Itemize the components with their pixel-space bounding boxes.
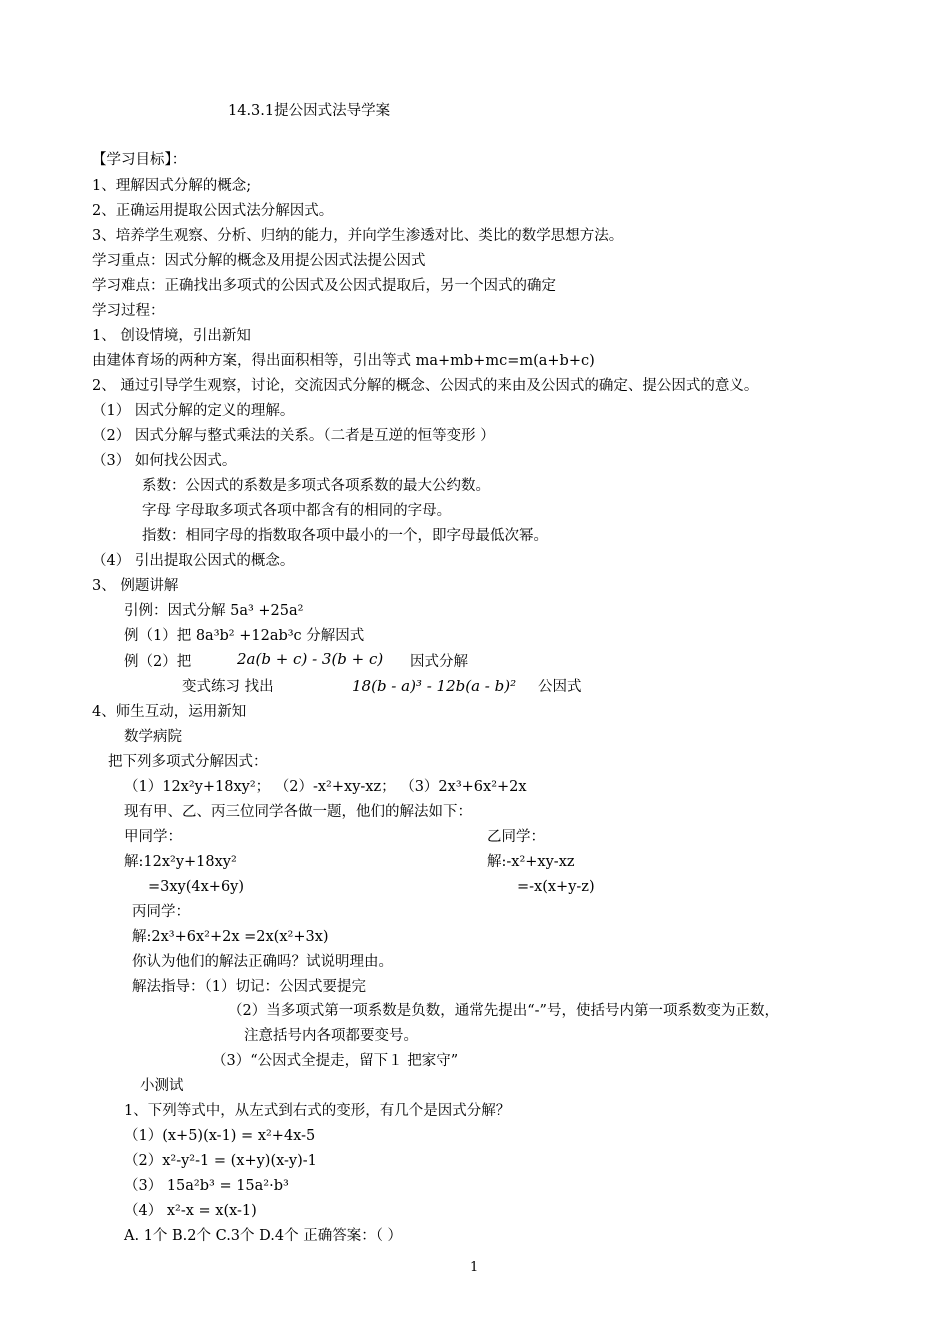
guidance-1: 解法指导：（1）切记：公因式要提完 (132, 979, 366, 995)
student-b-label: 乙同学： (487, 829, 545, 845)
example-2-formula: 2a(b + c) - 3(b + c) (237, 650, 384, 668)
objective-2: 2、正确运用提取公因式法分解因式。 (92, 203, 334, 219)
guidance-2: （2）当多项式第一项系数是负数，通常先提出“-”号，使括号内第一项系数变为正数， (228, 1003, 779, 1019)
objective-1: 1、理解因式分解的概念; (92, 178, 252, 194)
step-2-item-1: （1） 因式分解的定义的理解。 (92, 403, 295, 419)
student-a-solution-1: 解:12x²y+18xy² (124, 854, 237, 870)
step-1-heading: 1、 创设情境，引出新知 (92, 328, 251, 344)
variant-exercise-formula: 18(b - a)³ - 12b(a - b)² (352, 677, 517, 695)
coefficient-rule: 系数：公因式的系数是多项式各项系数的最大公约数。 (142, 478, 490, 494)
section-heading-objectives: 【学习目标】： (92, 152, 187, 168)
quiz-choices: A. 1个 B.2个 C.3个 D.4个 正确答案：（ ） (124, 1228, 403, 1244)
quiz-option-1: （1）(x+5)(x-1) = x²+4x-5 (124, 1128, 316, 1144)
step-2-heading: 2、 通过引导学生观察，讨论，交流因式分解的概念、公因式的来由及公因式的确定、提公因式的意义。 (92, 378, 759, 394)
step-2-item-3: （3） 如何找公因式。 (92, 453, 237, 469)
step-1-text: 由建体育场的两种方案，得出面积相等，引出等式 ma+mb+mc=m(a+b+c) (92, 353, 595, 369)
guidance-2-cont: 注意括号内各项都要变号。 (244, 1028, 418, 1044)
document-title: 14.3.1提公因式法导学案 (228, 103, 391, 119)
difficult-point: 学习难点：正确找出多项式的公因式及公因式提取后，另一个因式的确定 (92, 278, 556, 294)
section-heading-process: 学习过程： (92, 303, 165, 319)
quiz-option-3: （3） 15a²b³ = 15a²·b³ (124, 1178, 289, 1194)
student-b-solution-1: 解:-x²+xy-xz (487, 854, 575, 870)
step-2-item-2: （2） 因式分解与整式乘法的关系。（二者是互逆的恒等变形 ） (92, 428, 495, 444)
quiz-option-2: （2）x²-y²-1 = (x+y)(x-y)-1 (124, 1153, 317, 1169)
step-2-item-4: （4） 引出提取公因式的概念。 (92, 553, 295, 569)
step-3-heading: 3、 例题讲解 (92, 578, 179, 594)
student-c-label: 丙同学： (132, 904, 190, 920)
student-a-solution-2: =3xy(4x+6y) (148, 879, 245, 895)
math-clinic-title: 数学病院 (124, 729, 182, 745)
factor-instruction: 把下列多项式分解因式： (108, 754, 268, 770)
variant-exercise-suffix: 公因式 (538, 679, 582, 695)
page-number: 1 (470, 1260, 479, 1275)
question-correctness: 你认为他们的解法正确吗？试说明理由。 (132, 954, 393, 970)
quiz-option-4: （4） x²-x = x(x-1) (124, 1203, 257, 1219)
student-b-solution-2: =-x(x+y-z) (517, 879, 595, 895)
step-4-heading: 4、师生互动，运用新知 (92, 704, 247, 720)
quiz-question-1: 1、下列等式中，从左式到右式的变形，有几个是因式分解？ (124, 1103, 511, 1119)
guidance-3: （3）“公因式全提走，留下１ 把家守” (212, 1053, 459, 1069)
example-1: 例（1）把 8a³b² +12ab³c 分解因式 (124, 628, 365, 644)
letter-rule: 字母 字母取多项式各项中都含有的相同的字母。 (142, 503, 452, 519)
example-2-suffix: 因式分解 (410, 654, 468, 670)
quiz-heading: 小测试 (140, 1078, 184, 1094)
student-a-label: 甲同学： (124, 829, 182, 845)
variant-exercise-prefix: 变式练习 找出 (182, 679, 274, 695)
exponent-rule: 指数：相同字母的指数取各项中最小的一个，即字母最低次幂。 (142, 528, 548, 544)
factor-problems: （1）12x²y+18xy²； （2）-x²+xy-xz； （3）2x³+6x²+2x (124, 779, 527, 795)
key-point: 学习重点：因式分解的概念及用提公因式法提公因式 (92, 253, 426, 269)
intro-example: 引例：因式分解 5a³ +25a² (124, 603, 304, 619)
example-2-prefix: 例（2）把 (124, 654, 192, 670)
students-intro: 现有甲、乙、丙三位同学各做一题，他们的解法如下： (124, 804, 472, 820)
objective-3: 3、培养学生观察、分析、归纳的能力，并向学生渗透对比、类比的数学思想方法。 (92, 228, 624, 244)
student-c-solution: 解:2x³+6x²+2x =2x(x²+3x) (132, 929, 329, 945)
